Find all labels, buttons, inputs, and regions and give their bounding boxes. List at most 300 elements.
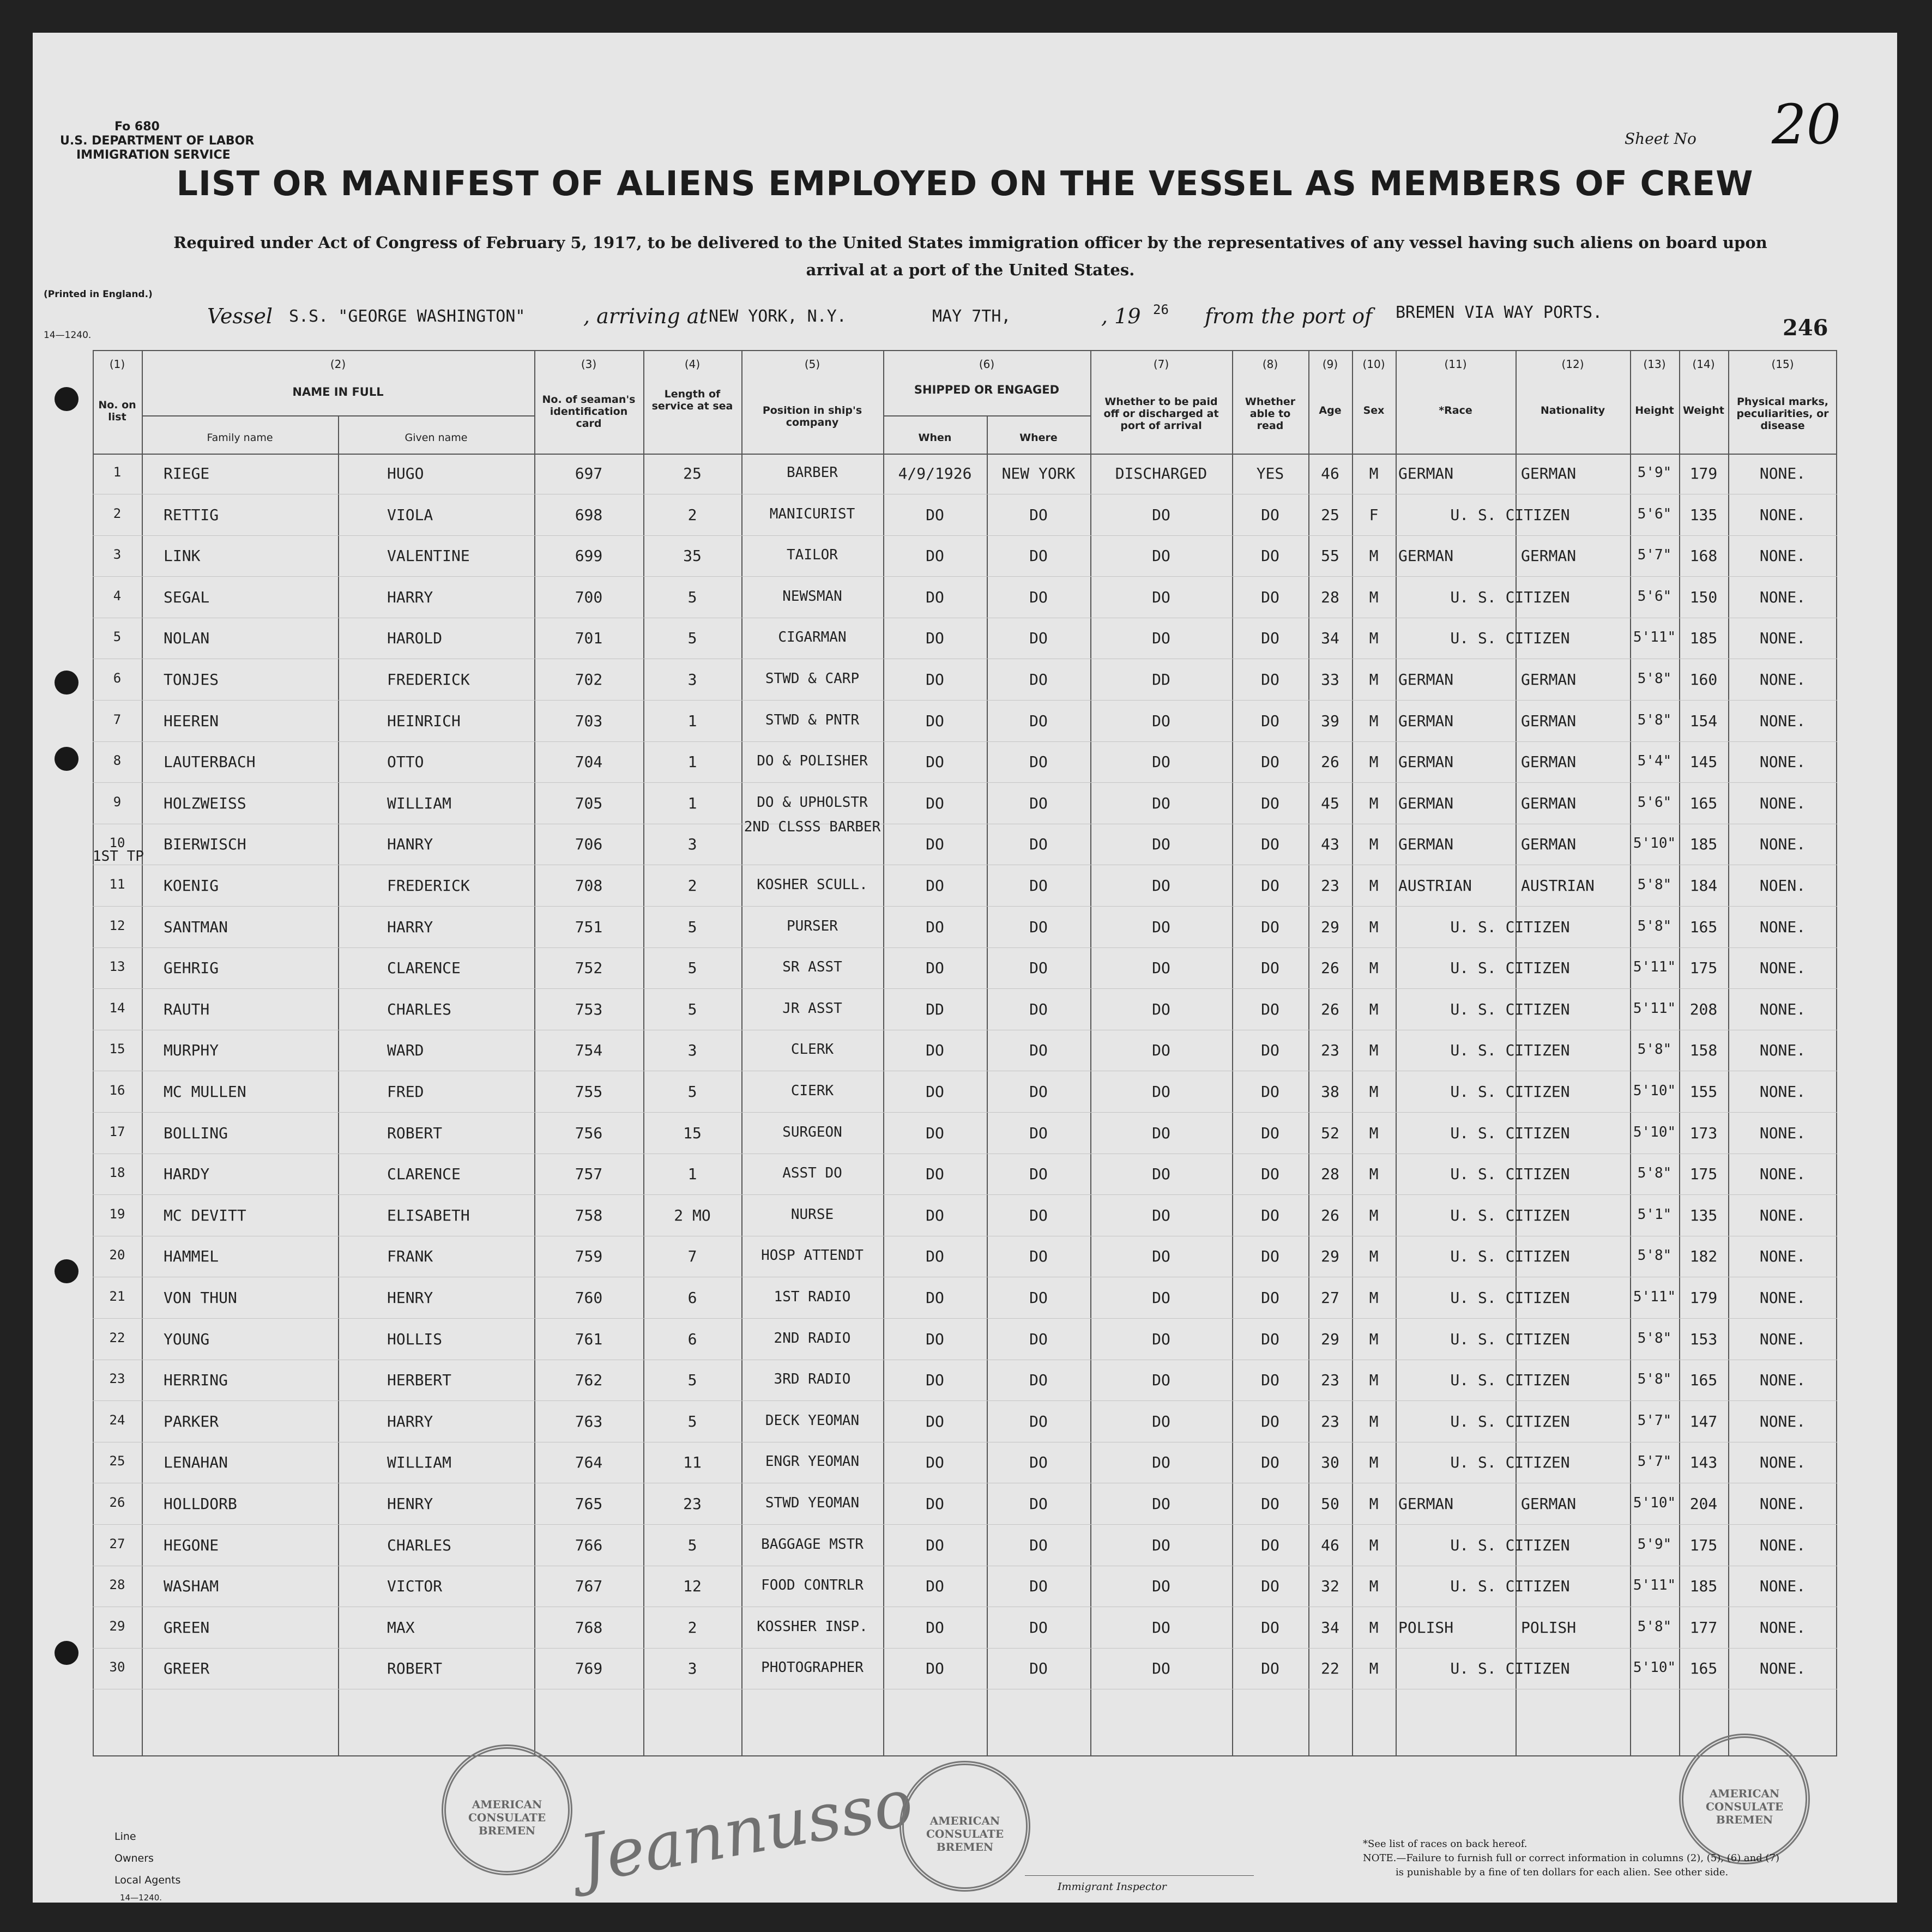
cell-no: 15 bbox=[109, 1041, 125, 1057]
cell-race: U. S. CITIZEN bbox=[1450, 1206, 1570, 1224]
cell-given: CHARLES bbox=[387, 1000, 452, 1018]
cell-weight: 160 bbox=[1689, 671, 1718, 689]
cell-when: DO bbox=[926, 1083, 944, 1101]
cell-position: PURSER bbox=[787, 917, 838, 934]
cell-when: DO bbox=[926, 588, 944, 606]
cell-family: BIERWISCH bbox=[164, 835, 246, 854]
cell-age: 55 bbox=[1321, 547, 1339, 565]
cell-position: STWD YEOMAN bbox=[765, 1495, 860, 1511]
table-top-rule bbox=[93, 350, 1837, 351]
cell-height: 5'11" bbox=[1633, 1289, 1676, 1305]
cell-where: DO bbox=[1029, 711, 1048, 730]
footer-form-code: 14—1240. bbox=[120, 1893, 162, 1903]
cell-position: KOSSHER INSP. bbox=[757, 1618, 868, 1635]
col-head-age: Age bbox=[1319, 404, 1342, 416]
cell-height: 5'9" bbox=[1637, 1536, 1672, 1553]
col-head-given: Given name bbox=[404, 432, 468, 444]
cell-when: DO bbox=[926, 1206, 944, 1224]
cell-marks: NONE. bbox=[1759, 1577, 1806, 1596]
cell-height: 5'8" bbox=[1637, 1618, 1672, 1635]
cell-when: DO bbox=[926, 1330, 944, 1348]
cell-card: 701 bbox=[575, 629, 603, 648]
cell-weight: 135 bbox=[1689, 505, 1718, 524]
cell-weight: 208 bbox=[1689, 1000, 1718, 1018]
col-head-service: Length of service at sea bbox=[651, 388, 733, 412]
cell-marks: NONE. bbox=[1759, 1206, 1806, 1224]
cell-service: 6 bbox=[687, 1330, 697, 1348]
cell-marks: NONE. bbox=[1759, 1536, 1806, 1554]
cell-when: DO bbox=[926, 1371, 944, 1390]
cell-no: 28 bbox=[109, 1577, 125, 1593]
cell-family: MURPHY bbox=[164, 1041, 219, 1060]
cell-card: 769 bbox=[575, 1659, 603, 1678]
cell-where: DO bbox=[1029, 1289, 1048, 1307]
cell-service: 23 bbox=[683, 1495, 702, 1513]
cell-family: HEGONE bbox=[164, 1536, 219, 1554]
fine-note-cont: is punishable by a fine of ten dollars for each alien. See other side. bbox=[1396, 1867, 1729, 1878]
cell-card: 765 bbox=[575, 1495, 603, 1513]
cell-when: DO bbox=[926, 1659, 944, 1678]
cell-height: 5'11" bbox=[1633, 1000, 1676, 1017]
cell-sex: M bbox=[1369, 959, 1379, 977]
punch-hole bbox=[55, 671, 79, 695]
cell-height: 5'8" bbox=[1637, 711, 1672, 728]
sheet-number: 20 bbox=[1772, 93, 1842, 156]
cell-service: 3 bbox=[687, 1659, 697, 1678]
cell-marks: NONE. bbox=[1759, 1412, 1806, 1430]
cell-when: DO bbox=[926, 711, 944, 730]
cell-read: DO bbox=[1261, 835, 1279, 854]
cell-marks: NONE. bbox=[1759, 1083, 1806, 1101]
cell-marks: NONE. bbox=[1759, 505, 1806, 524]
inspector-line bbox=[1025, 1875, 1254, 1876]
cell-age: 43 bbox=[1321, 835, 1339, 854]
cell-nationality: GERMAN bbox=[1521, 1495, 1577, 1513]
cell-family: HARDY bbox=[164, 1165, 210, 1184]
cell-sex: M bbox=[1369, 464, 1379, 482]
cell-read: DO bbox=[1261, 588, 1279, 606]
cell-height: 5'6" bbox=[1637, 794, 1672, 811]
row-rule bbox=[93, 1194, 1837, 1195]
cell-when: DO bbox=[926, 1453, 944, 1472]
cell-position: DO & UPHOLSTR bbox=[757, 794, 868, 811]
cell-nationality: AUSTRIAN bbox=[1521, 877, 1595, 895]
cell-race: U. S. CITIZEN bbox=[1450, 1659, 1570, 1678]
cell-given: ROBERT bbox=[387, 1124, 443, 1142]
cell-nationality: GERMAN bbox=[1521, 711, 1577, 730]
cell-sex: M bbox=[1369, 835, 1379, 854]
cell-height: 5'4" bbox=[1637, 753, 1672, 770]
cell-weight: 182 bbox=[1689, 1247, 1718, 1266]
cell-given: HOLLIS bbox=[387, 1330, 443, 1348]
cell-race: U. S. CITIZEN bbox=[1450, 1453, 1570, 1472]
cell-given: CLARENCE bbox=[387, 1165, 461, 1184]
cell-position: STWD & PNTR bbox=[765, 711, 860, 728]
cell-age: 34 bbox=[1321, 629, 1339, 648]
cell-given: WILLIAM bbox=[387, 1453, 452, 1472]
cell-service: 5 bbox=[687, 959, 697, 977]
cell-position: CIERK bbox=[790, 1083, 834, 1099]
cell-when: DO bbox=[926, 1289, 944, 1307]
cell-paid: DO bbox=[1152, 1659, 1170, 1678]
cell-family: LENAHAN bbox=[164, 1453, 228, 1472]
cell-card: 751 bbox=[575, 917, 603, 936]
cell-service: 5 bbox=[687, 1371, 697, 1390]
col-head-nationality: Nationality bbox=[1540, 404, 1605, 416]
cell-height: 5'8" bbox=[1637, 1165, 1672, 1182]
cell-age: 26 bbox=[1321, 1206, 1339, 1224]
cell-service: 25 bbox=[683, 464, 702, 482]
cell-paid: DO bbox=[1152, 547, 1170, 565]
cell-where: DO bbox=[1029, 671, 1048, 689]
cell-weight: 165 bbox=[1689, 1659, 1718, 1678]
col-rule bbox=[338, 415, 339, 1756]
cell-race: U. S. CITIZEN bbox=[1450, 959, 1570, 977]
cell-marks: NONE. bbox=[1759, 1165, 1806, 1184]
arriving-label: , arriving at bbox=[583, 304, 708, 328]
cell-read: DO bbox=[1261, 1206, 1279, 1224]
cell-nationality: POLISH bbox=[1521, 1618, 1577, 1637]
cell-when: DO bbox=[926, 1412, 944, 1430]
cell-no: 2 bbox=[113, 505, 122, 521]
cell-nationality: GERMAN bbox=[1521, 464, 1577, 482]
cell-weight: 179 bbox=[1689, 1289, 1718, 1307]
cell-family: GREER bbox=[164, 1659, 210, 1678]
row-rule bbox=[93, 535, 1837, 536]
cell-marks: NONE. bbox=[1759, 1247, 1806, 1266]
cell-age: 28 bbox=[1321, 588, 1339, 606]
crew-table bbox=[93, 350, 1837, 1756]
cell-service: 5 bbox=[687, 917, 697, 936]
cell-marks: NONE. bbox=[1759, 835, 1806, 854]
col-num-10: (10) bbox=[1362, 358, 1385, 371]
cell-read: DO bbox=[1261, 794, 1279, 812]
cell-card: 704 bbox=[575, 753, 603, 771]
cell-family: RAUTH bbox=[164, 1000, 210, 1018]
col-head-race: *Race bbox=[1439, 404, 1472, 416]
cell-read: DO bbox=[1261, 1247, 1279, 1266]
cell-no: 1 bbox=[113, 464, 122, 480]
cell-card: 764 bbox=[575, 1453, 603, 1472]
cell-read: DO bbox=[1261, 1124, 1279, 1142]
cell-height: 5'11" bbox=[1633, 959, 1676, 976]
table-bottom-rule bbox=[93, 1755, 1837, 1756]
cell-sex: M bbox=[1369, 629, 1379, 648]
cell-service: 6 bbox=[687, 1289, 697, 1307]
service-text: IMMIGRATION SERVICE bbox=[76, 148, 231, 162]
cell-marks: NONE. bbox=[1759, 753, 1806, 771]
cell-no: 6 bbox=[113, 671, 122, 686]
manifest-number: 246 bbox=[1783, 315, 1828, 341]
cell-sex: M bbox=[1369, 794, 1379, 812]
cell-read: DO bbox=[1261, 629, 1279, 648]
cell-read: DO bbox=[1261, 711, 1279, 730]
cell-where: DO bbox=[1029, 835, 1048, 854]
cell-where: DO bbox=[1029, 1618, 1048, 1637]
col-num-3: (3) bbox=[581, 358, 597, 371]
cell-where: DO bbox=[1029, 588, 1048, 606]
cell-paid: DO bbox=[1152, 959, 1170, 977]
cell-position: NEWSMAN bbox=[782, 588, 842, 605]
cell-no: 8 bbox=[113, 753, 122, 769]
cell-weight: 173 bbox=[1689, 1124, 1718, 1142]
cell-where: DO bbox=[1029, 877, 1048, 895]
cell-read: DO bbox=[1261, 959, 1279, 977]
cell-read: DO bbox=[1261, 671, 1279, 689]
cell-read: DO bbox=[1261, 1659, 1279, 1678]
punch-hole bbox=[55, 1641, 79, 1665]
cell-paid: DO bbox=[1152, 877, 1170, 895]
cell-position: SR ASST bbox=[782, 959, 842, 976]
cell-paid: DO bbox=[1152, 1000, 1170, 1018]
cell-read: DO bbox=[1261, 1041, 1279, 1060]
cell-position: ASST DO bbox=[782, 1165, 842, 1182]
cell-read: DO bbox=[1261, 505, 1279, 524]
cell-marks: NONE. bbox=[1759, 1330, 1806, 1348]
cell-age: 52 bbox=[1321, 1124, 1339, 1142]
cell-marks: NONE. bbox=[1759, 547, 1806, 565]
cell-no: 16 bbox=[109, 1083, 125, 1098]
cell-when: DO bbox=[926, 753, 944, 771]
cell-age: 29 bbox=[1321, 1330, 1339, 1348]
cell-sex: M bbox=[1369, 877, 1379, 895]
cell-marks: NONE. bbox=[1759, 671, 1806, 689]
cell-height: 5'8" bbox=[1637, 1247, 1672, 1264]
cell-weight: 179 bbox=[1689, 464, 1718, 482]
cell-given: HARRY bbox=[387, 1412, 433, 1430]
row-rule bbox=[93, 1318, 1837, 1319]
cell-family: TONJES bbox=[164, 671, 219, 689]
cell-race: U. S. CITIZEN bbox=[1450, 588, 1570, 606]
cell-where: DO bbox=[1029, 1124, 1048, 1142]
col-num-15: (15) bbox=[1771, 358, 1794, 371]
cell-given: OTTO bbox=[387, 753, 424, 771]
row-rule bbox=[93, 1648, 1837, 1649]
cell-given: VICTOR bbox=[387, 1577, 443, 1596]
cell-where: DO bbox=[1029, 1453, 1048, 1472]
cell-sex: M bbox=[1369, 917, 1379, 936]
col-head-height: Height bbox=[1635, 404, 1674, 416]
cell-position: DO & POLISHER bbox=[757, 753, 868, 770]
col-head-when: When bbox=[918, 432, 952, 444]
cell-given: HENRY bbox=[387, 1289, 433, 1307]
cell-paid: DO bbox=[1152, 1247, 1170, 1266]
cell-race: U. S. CITIZEN bbox=[1450, 917, 1570, 936]
sheet-label: Sheet No bbox=[1625, 130, 1696, 148]
cell-service: 35 bbox=[683, 547, 702, 565]
cell-family: KOENIG bbox=[164, 877, 219, 895]
cell-sex: M bbox=[1369, 1247, 1379, 1266]
cell-height: 5'10" bbox=[1633, 835, 1676, 852]
cell-height: 5'10" bbox=[1633, 1495, 1676, 1511]
cell-paid: DO bbox=[1152, 1618, 1170, 1637]
cell-paid: DO bbox=[1152, 1495, 1170, 1513]
cell-position: 2ND RADIO bbox=[774, 1330, 851, 1347]
cell-paid: DO bbox=[1152, 1330, 1170, 1348]
cell-sex: M bbox=[1369, 1412, 1379, 1430]
stamp-text: AMERICAN CONSULATE bbox=[1705, 1787, 1784, 1813]
cell-no: 25 bbox=[109, 1453, 125, 1469]
col-rule bbox=[534, 350, 535, 1756]
cell-age: 29 bbox=[1321, 1247, 1339, 1266]
cell-sex: M bbox=[1369, 1330, 1379, 1348]
cell-height: 5'10" bbox=[1633, 1124, 1676, 1140]
cell-weight: 165 bbox=[1689, 794, 1718, 812]
col-num-9: (9) bbox=[1322, 358, 1338, 371]
cell-no: 20 bbox=[109, 1247, 125, 1263]
cell-age: 26 bbox=[1321, 1000, 1339, 1018]
row-rule bbox=[93, 782, 1837, 783]
cell-where: DO bbox=[1029, 1206, 1048, 1224]
cell-family: HOLZWEISS bbox=[164, 794, 246, 812]
name-sub-rule bbox=[142, 415, 534, 416]
cell-race: U. S. CITIZEN bbox=[1450, 1330, 1570, 1348]
cell-service: 2 bbox=[687, 1618, 697, 1637]
cell-no: 30 bbox=[109, 1659, 125, 1675]
cell-sex: M bbox=[1369, 1124, 1379, 1142]
consulate-stamp bbox=[899, 1761, 1030, 1892]
cell-position: SURGEON bbox=[782, 1124, 842, 1140]
cell-service: 3 bbox=[687, 835, 697, 854]
cell-weight: 155 bbox=[1689, 1083, 1718, 1101]
cell-where: DO bbox=[1029, 1041, 1048, 1060]
cell-where: DO bbox=[1029, 505, 1048, 524]
cell-paid: DO bbox=[1152, 1577, 1170, 1596]
cell-height: 5'8" bbox=[1637, 877, 1672, 893]
form-code-text: Fo 680 bbox=[114, 120, 160, 134]
cell-where: DO bbox=[1029, 1330, 1048, 1348]
cell-age: 39 bbox=[1321, 711, 1339, 730]
cell-weight: 177 bbox=[1689, 1618, 1718, 1637]
cell-race: GERMAN bbox=[1398, 753, 1454, 771]
cell-service: 1 bbox=[687, 753, 697, 771]
stamp-text: AMERICAN CONSULATE bbox=[468, 1798, 546, 1824]
cell-race: U. S. CITIZEN bbox=[1450, 1000, 1570, 1018]
cell-no: 13 bbox=[109, 959, 125, 975]
cell-given: MAX bbox=[387, 1618, 415, 1637]
cell-paid: DO bbox=[1152, 1289, 1170, 1307]
cell-age: 23 bbox=[1321, 1412, 1339, 1430]
cell-marks: NONE. bbox=[1759, 794, 1806, 812]
cell-no: 27 bbox=[109, 1536, 125, 1551]
cell-position: CLERK bbox=[790, 1041, 834, 1058]
cell-card: 699 bbox=[575, 547, 603, 565]
cell-weight: 143 bbox=[1689, 1453, 1718, 1472]
cell-no: 14 bbox=[109, 1000, 125, 1016]
cell-race: U. S. CITIZEN bbox=[1450, 629, 1570, 648]
agents-label: Local Agents bbox=[114, 1874, 181, 1886]
cell-card: 757 bbox=[575, 1165, 603, 1184]
row-rule bbox=[93, 741, 1837, 742]
col-num-2: (2) bbox=[330, 358, 346, 371]
col-num-7: (7) bbox=[1153, 358, 1169, 371]
cell-no: 17 bbox=[109, 1124, 125, 1139]
cell-when: DO bbox=[926, 1165, 944, 1184]
cell-paid: DD bbox=[1152, 671, 1170, 689]
cell-age: 32 bbox=[1321, 1577, 1339, 1596]
cell-given: FRED bbox=[387, 1083, 424, 1101]
cell-read: DO bbox=[1261, 1330, 1279, 1348]
header-bottom-rule bbox=[93, 454, 1837, 455]
row-rule bbox=[93, 1112, 1837, 1113]
row-rule bbox=[93, 988, 1837, 989]
cell-where: DO bbox=[1029, 1577, 1048, 1596]
cell-given: HARRY bbox=[387, 588, 433, 606]
cell-paid: DO bbox=[1152, 917, 1170, 936]
cell-card: 760 bbox=[575, 1289, 603, 1307]
cell-no: 4 bbox=[113, 588, 122, 603]
cell-weight: 175 bbox=[1689, 1536, 1718, 1554]
cell-when: DO bbox=[926, 794, 944, 812]
cell-given: WARD bbox=[387, 1041, 424, 1060]
cell-age: 46 bbox=[1321, 464, 1339, 482]
cell-family: MC MULLEN bbox=[164, 1083, 246, 1101]
form-code-2: 14—1240. bbox=[44, 330, 92, 341]
cell-family: RETTIG bbox=[164, 505, 219, 524]
row-rule bbox=[93, 947, 1837, 948]
cell-age: 28 bbox=[1321, 1165, 1339, 1184]
col-head-no: No. on list bbox=[98, 399, 136, 423]
cell-height: 5'8" bbox=[1637, 917, 1672, 934]
cell-marks: NONE. bbox=[1759, 1000, 1806, 1018]
cell-family: HEEREN bbox=[164, 711, 219, 730]
cell-position: BARBER bbox=[787, 464, 838, 481]
cell-no: 18 bbox=[109, 1165, 125, 1181]
cell-position: BAGGAGE MSTR bbox=[761, 1536, 864, 1553]
cell-sex: M bbox=[1369, 711, 1379, 730]
cell-card: 753 bbox=[575, 1000, 603, 1018]
cell-card: 700 bbox=[575, 588, 603, 606]
cell-marks: NOEN. bbox=[1759, 877, 1806, 895]
cell-card: 754 bbox=[575, 1041, 603, 1060]
cell-given: FREDERICK bbox=[387, 671, 470, 689]
manifest-document bbox=[33, 33, 1897, 1903]
row-rule bbox=[93, 906, 1837, 907]
cell-marks: NONE. bbox=[1759, 1453, 1806, 1472]
cell-sex: M bbox=[1369, 1495, 1379, 1513]
col-head-position: Position in ship's company bbox=[762, 404, 862, 428]
cell-height: 5'8" bbox=[1637, 1330, 1672, 1347]
cell-race: GERMAN bbox=[1398, 547, 1454, 565]
cell-sex: M bbox=[1369, 1289, 1379, 1307]
cell-position: CIGARMAN bbox=[778, 629, 847, 646]
cell-weight: 165 bbox=[1689, 917, 1718, 936]
cell-position: 3RD RADIO bbox=[774, 1371, 851, 1388]
cell-when: DO bbox=[926, 629, 944, 648]
cell-service: 7 bbox=[687, 1247, 697, 1266]
cell-family: VON THUN bbox=[164, 1289, 237, 1307]
cell-when: DO bbox=[926, 877, 944, 895]
cell-no: 5 bbox=[113, 629, 122, 645]
cell-where: DO bbox=[1029, 1371, 1048, 1390]
cell-when: DO bbox=[926, 1577, 944, 1596]
cell-read: DO bbox=[1261, 1289, 1279, 1307]
cell-paid: DO bbox=[1152, 711, 1170, 730]
cell-sex: F bbox=[1369, 505, 1379, 524]
cell-height: 5'11" bbox=[1633, 1577, 1676, 1594]
stamp-city: BREMEN bbox=[936, 1840, 994, 1853]
cell-service: 2 MO bbox=[674, 1206, 711, 1224]
cell-paid: DO bbox=[1152, 1124, 1170, 1142]
col-head-name: NAME IN FULL bbox=[292, 385, 384, 399]
col-head-family: Family name bbox=[207, 432, 273, 444]
arrival-port: NEW YORK, N.Y. bbox=[709, 307, 847, 326]
col-head-marks: Physical marks, peculiarities, or disease bbox=[1736, 396, 1829, 432]
cell-position: KOSHER SCULL. bbox=[757, 877, 868, 893]
cell-card: 761 bbox=[575, 1330, 603, 1348]
col-head-card: No. of seaman's identification card bbox=[542, 394, 636, 430]
cell-family: SEGAL bbox=[164, 588, 210, 606]
